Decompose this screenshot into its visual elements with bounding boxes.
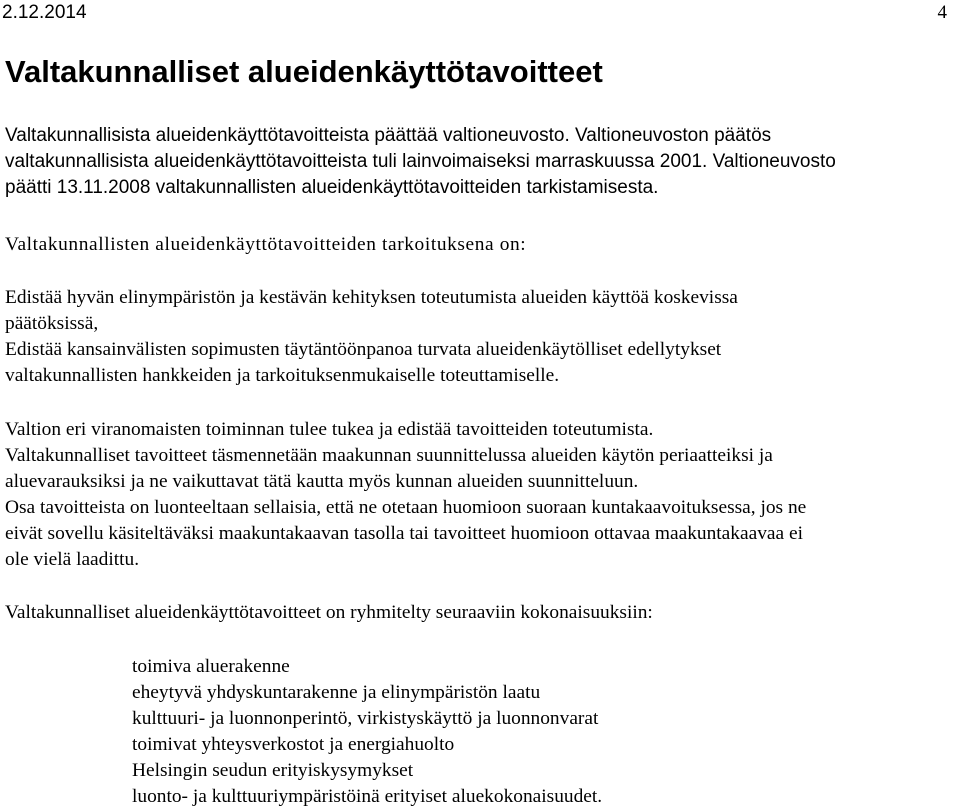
body-line: Osa tavoitteista on luonteeltaan sellaisia, että ne otetaan huomioon suoraan kuntakaavoituksessa, jos ne [5,497,807,518]
intro-line: Valtakunnallisista alueidenkäyttötavoitteista päättää valtioneuvosto. Valtioneuvoston päätös [5,125,772,146]
body-line: Valtion eri viranomaisten toiminnan tulee tukea ja edistää tavoitteiden toteutumista. [5,419,654,440]
purpose-item: Edistää hyvän elinympäristön ja kestävän kehityksen toteutumista alueiden käyttöä koskevissa [5,287,738,308]
body-line: ole vielä laadittu. [5,549,140,570]
groups-list [132,654,602,810]
header-date: 2.12.2014 [2,2,87,23]
body-line: eivät sovellu käsiteltäväksi maakuntakaavan tasolla tai tavoitteet huomioon ottavaa maakuntakaavaa ei [5,523,803,544]
group-item: eheytyvä yhdyskuntarakenne ja elinympäristön laatu [132,682,541,703]
body-line: Valtakunnalliset tavoitteet täsmennetään maakunnan suunnittelussa alueiden käytön periaatteiksi ja [5,445,773,466]
group-item: luonto- ja kulttuuriympäristöinä erityiset aluekokonaisuudet. [132,786,603,807]
intro-paragraph [5,123,955,201]
purpose-item: päätöksissä, [5,313,99,334]
intro-line: päätti 13.11.2008 valtakunnallisten alueidenkäyttötavoitteiden tarkistamisesta. [5,177,659,198]
purpose-item: valtakunnallisten hankkeiden ja tarkoituksenmukaiselle toteuttamiselle. [5,365,560,386]
group-item: toimivat yhteysverkostot ja energiahuolto [132,734,455,755]
page-number: 4 [937,2,947,23]
groups-heading-block [5,600,955,626]
group-item: toimiva aluerakenne [132,656,290,677]
groups-heading: Valtakunnalliset alueidenkäyttötavoitteet on ryhmitelty seuraaviin kokonaisuuksiin: [5,602,653,623]
group-item: Helsingin seudun erityiskysymykset [132,760,414,781]
purpose-list [5,285,955,389]
purpose-item: Edistää kansainvälisten sopimusten täytäntöönpanoa turvata alueidenkäytölliset edellytykset [5,339,722,360]
purpose-heading: Valtakunnallisten alueidenkäyttötavoitteiden tarkoituksena on: [5,234,527,255]
purpose-heading-block [5,232,955,258]
page-title: Valtakunnalliset alueidenkäyttötavoitteet [5,54,603,89]
intro-line: valtakunnallisista alueidenkäyttötavoitteista tuli lainvoimaiseksi marraskuussa 2001. Valtioneuvosto [5,151,836,172]
group-item: kulttuuri- ja luonnonperintö, virkistyskäyttö ja luonnonvarat [132,708,599,729]
body-paragraph [5,417,955,573]
body-line: aluevarauksiksi ja ne vaikuttavat tätä kautta myös kunnan alueiden suunnitteluun. [5,471,639,492]
